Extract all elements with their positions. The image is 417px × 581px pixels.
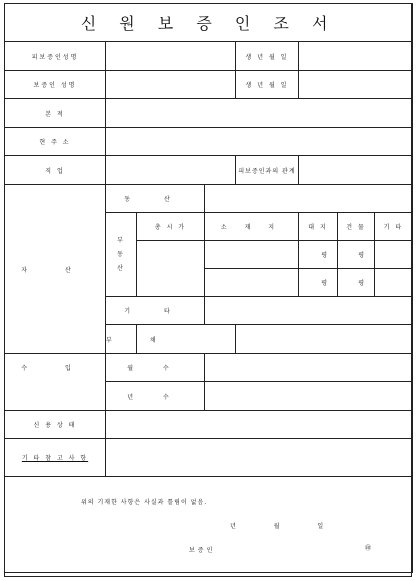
- label-other-col: 기 타: [375, 213, 413, 241]
- label-land: 대 지: [299, 213, 338, 241]
- label-monthly-income: 월 수: [106, 354, 205, 382]
- label-current-address: 현 주 소: [5, 128, 106, 156]
- field-registered-domicile[interactable]: [106, 99, 413, 128]
- field-relationship[interactable]: [299, 156, 413, 185]
- label-asset-other: 기 타: [106, 297, 205, 325]
- field-market-price[interactable]: [137, 241, 205, 297]
- field-birth-date-2[interactable]: [299, 71, 413, 99]
- label-birth-date-1: 생 년 월 일: [236, 42, 299, 71]
- label-relationship: 피보증인과의 관계: [236, 156, 299, 185]
- label-birth-date-2: 생 년 월 일: [236, 71, 299, 99]
- seal-mark: ㊞: [365, 545, 373, 552]
- closing-section: [5, 477, 413, 573]
- guarantor-survey-form: [4, 3, 413, 573]
- label-other-notes: 기 타 참 고 사 항: [5, 439, 106, 477]
- field-building-2[interactable]: 평: [338, 269, 375, 297]
- label-registered-domicile: 본 적: [5, 99, 106, 128]
- label-building: 건 물: [338, 213, 375, 241]
- label-market-price: 총 시 가: [137, 213, 205, 241]
- field-annual-income[interactable]: [205, 382, 413, 411]
- field-guarantee-subject-name[interactable]: [106, 42, 236, 71]
- field-other-2[interactable]: [375, 269, 413, 297]
- field-land-2[interactable]: 평: [299, 269, 338, 297]
- field-other-1[interactable]: [375, 241, 413, 269]
- closing-guarantor-label: 보증인: [189, 547, 216, 554]
- field-occupation[interactable]: [106, 156, 236, 185]
- label-real-estate: 부 동 산: [106, 213, 137, 297]
- form-title: 신 원 보 증 인 조 서: [5, 4, 413, 42]
- field-asset-other[interactable]: [205, 297, 413, 325]
- label-guarantor-name: 보증인 성명: [5, 71, 106, 99]
- field-movable-property[interactable]: [205, 185, 413, 213]
- label-annual-income: 년 수: [106, 382, 205, 411]
- label-movable-property: 동 산: [106, 185, 205, 213]
- label-location: 소 재 지: [205, 213, 299, 241]
- field-current-address[interactable]: [106, 128, 413, 156]
- label-assets: 자 산: [5, 185, 106, 354]
- label-income: 수 입: [5, 354, 106, 411]
- label-credit-status: 신 용 상 태: [5, 411, 106, 439]
- field-debt-detail[interactable]: [236, 325, 413, 354]
- closing-statement: 위의 기재한 사항은 사실과 틀림이 없음.: [81, 499, 208, 506]
- field-credit-status[interactable]: [106, 411, 413, 439]
- label-guarantee-subject-name: 피보증인성명: [5, 42, 106, 71]
- label-debt: 부 채: [106, 325, 137, 354]
- field-land-1[interactable]: 평: [299, 241, 338, 269]
- field-monthly-income[interactable]: [205, 354, 413, 382]
- field-location-2[interactable]: [205, 269, 299, 297]
- field-guarantor-name[interactable]: [106, 71, 236, 99]
- closing-date: 년 월 일: [230, 523, 342, 530]
- field-location-1[interactable]: [205, 241, 299, 269]
- field-building-1[interactable]: 평: [338, 241, 375, 269]
- label-occupation: 직 업: [5, 156, 106, 185]
- field-birth-date-1[interactable]: [299, 42, 413, 71]
- field-other-notes[interactable]: [106, 439, 413, 477]
